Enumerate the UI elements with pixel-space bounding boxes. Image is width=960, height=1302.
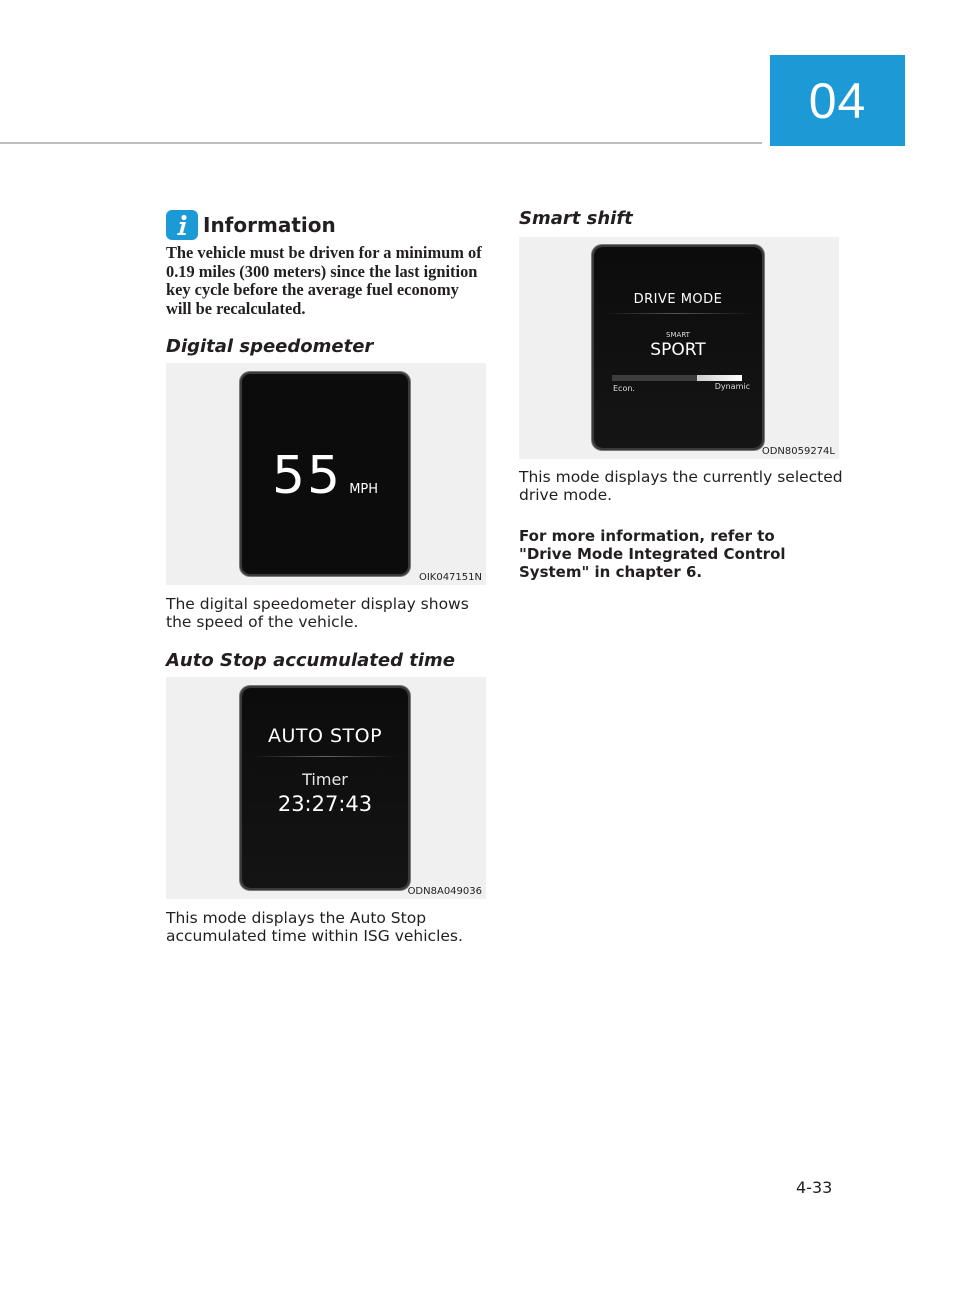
section-heading-smart-shift: Smart shift <box>519 208 633 229</box>
mode-gauge-fill <box>697 375 743 381</box>
speedometer-display <box>242 374 408 574</box>
mode-label: SPORT <box>650 340 706 360</box>
auto-stop-figure <box>166 677 486 899</box>
divider <box>252 756 398 757</box>
chapter-tab: 04 <box>770 55 905 146</box>
speed-value: 55 <box>271 446 343 506</box>
info-body: The vehicle must be driven for a minimum of 0.19 miles (300 meters) since the last ignition key cycle before the average fuel economy will be recalculated. <box>166 243 482 318</box>
speedometer-text: The digital speedometer display shows the speed of the vehicle. <box>166 595 469 631</box>
smart-shift-figure <box>519 237 839 459</box>
econ-label: Econ. <box>613 384 635 393</box>
timer-value: 23:27:43 <box>277 792 373 816</box>
mode-gauge <box>612 375 742 381</box>
drive-mode-display <box>594 247 762 448</box>
section-heading-digital-speedometer: Digital speedometer <box>166 336 374 357</box>
information-header <box>166 210 336 240</box>
mode-small-label: SMART <box>666 331 690 339</box>
page-number: 4-33 <box>796 1178 833 1197</box>
auto-stop-title: AUTO STOP <box>267 725 383 747</box>
info-title: Information <box>203 213 336 237</box>
auto-stop-display <box>242 688 408 888</box>
drive-mode-title: DRIVE MODE <box>633 292 723 307</box>
chapter-rule <box>0 142 762 144</box>
smart-shift-note: For more information, refer to "Drive Mode Integrated Control System" in chapter 6. <box>519 527 786 581</box>
section-heading-auto-stop: Auto Stop accumulated time <box>166 650 455 671</box>
figure-code: ODN8059274L <box>761 446 835 457</box>
speedometer-figure <box>166 363 486 585</box>
smart-shift-text: This mode displays the currently selected drive mode. <box>519 468 843 504</box>
info-icon <box>166 210 198 240</box>
timer-label: Timer <box>302 770 348 789</box>
divider <box>602 313 754 314</box>
figure-code: ODN8A049036 <box>407 886 482 897</box>
speed-unit: MPH <box>349 482 379 497</box>
auto-stop-text: This mode displays the Auto Stop accumulated time within ISG vehicles. <box>166 909 463 945</box>
dynamic-label: Dynamic <box>714 382 750 391</box>
figure-code: OIK047151N <box>418 572 482 583</box>
